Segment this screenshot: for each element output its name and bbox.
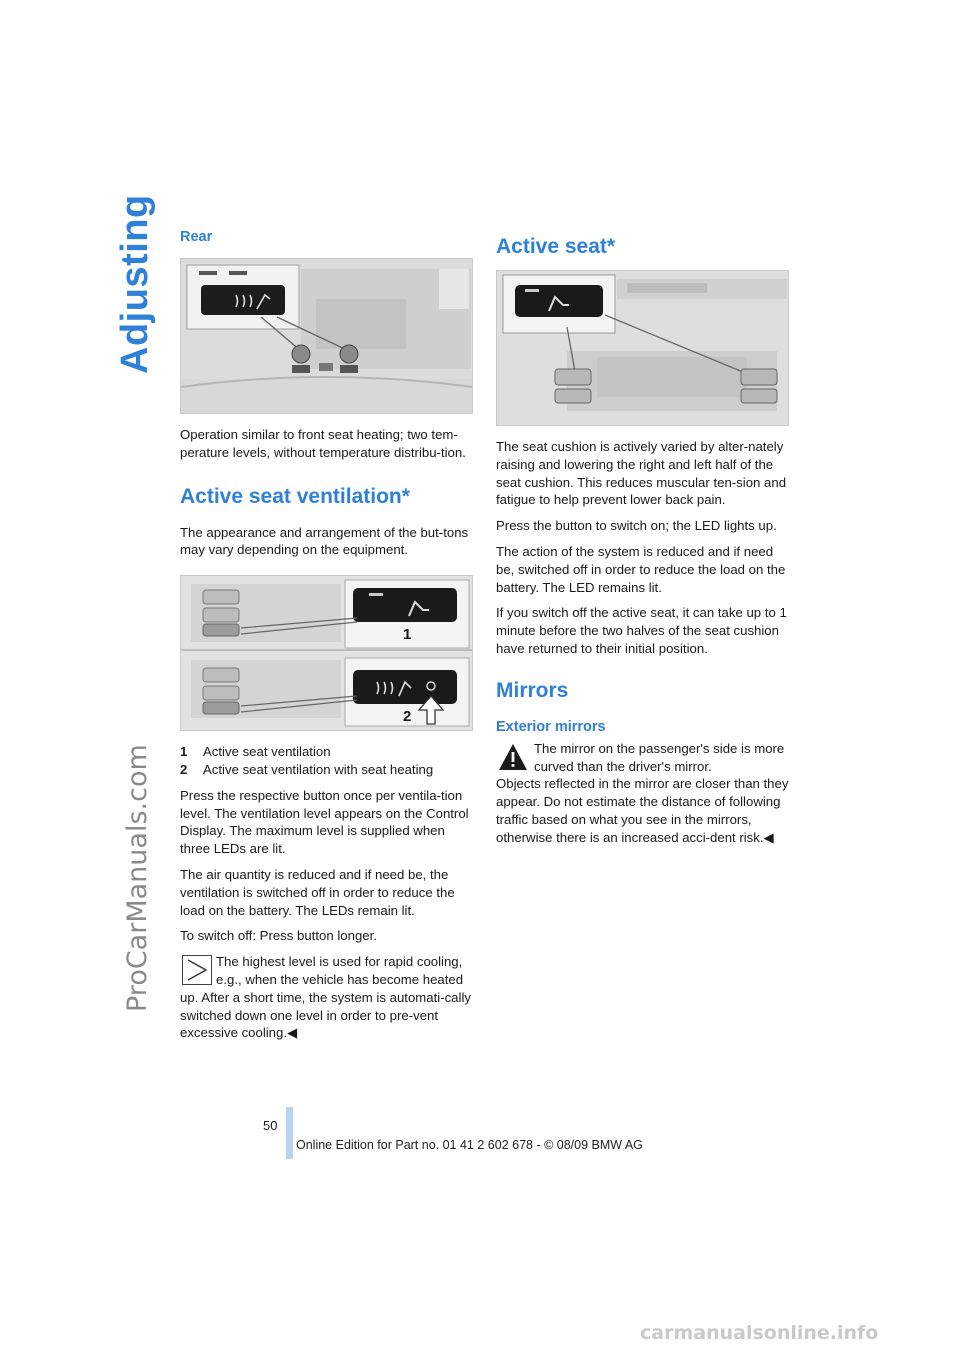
left-column [180, 228, 475, 1050]
active-seat-p4: If you switch off the active seat, it can take up to 1 minute before the two halves of the seat cushion have returned to their initial position. [496, 605, 787, 656]
active-seat-heading: Active seat* [496, 235, 616, 258]
ventilation-p1: Press the respective button once per ventila-tion level. The ventilation level appears on the Control Display. The maximum level is supplied when three LEDs are lit. [180, 787, 469, 857]
warning-triangle-icon [498, 742, 528, 772]
warning-rest-text: Objects reflected in the mirror are closer than they appear. Do not estimate the distance of following traffic based on what you see in the mirrors, otherwise there is an increased acci-dent risk.◀ [496, 776, 789, 845]
active-seat-p2: Press the button to switch on; the LED lights up. [496, 518, 777, 534]
list-item-text: Active seat ventilation with seat heating [203, 761, 434, 777]
mirrors-heading: Mirrors [496, 678, 569, 702]
list-item-number: 2 [180, 761, 188, 777]
footer-edition: Online Edition for Part no. 01 41 2 602 678 - © 08/09 BMW AG [296, 1138, 643, 1152]
note-arrow-icon [182, 955, 212, 985]
active-seat-p1: The seat cushion is actively varied by alter-nately raising and lowering the right and left half of the seat cushion. This reduces muscular ten-sion and fatigue to help prevent lower back pain. [496, 439, 787, 508]
figure-label-1: 1 [403, 626, 412, 644]
warning-block [496, 740, 791, 847]
list-item [180, 761, 475, 779]
list-item-text: Active seat ventilation [203, 744, 331, 760]
chapter-tab [108, 194, 156, 380]
active-seat-p3: The action of the system is reduced and if need be, switched off in order to reduce the load on the battery. The LED remains lit. [496, 543, 786, 595]
ventilation-intro: The appearance and arrangement of the but-tons may vary depending on the equipment. [180, 524, 469, 558]
ventilation-p3: To switch off: Press button longer. [180, 928, 377, 944]
page-number: 50 [263, 1118, 278, 1133]
watermark-vertical [120, 570, 154, 1020]
list-item [180, 743, 475, 761]
ventilation-p2: The air quantity is reduced and if need be, the ventilation is switched off in order to reduce the load on the battery. The LEDs remain lit. [180, 866, 455, 918]
ventilation-figure [180, 575, 473, 731]
ventilation-list [180, 743, 475, 779]
ventilation-heading: Active seat ventilation* [180, 484, 410, 508]
note-rest-text: up. After a short time, the system is automati-cally switched down one level in order to pre-vent excessive cooling.◀ [180, 989, 471, 1041]
exterior-mirrors-heading: Exterior mirrors [496, 718, 606, 735]
rear-heading: Rear [180, 229, 213, 245]
right-column [496, 228, 791, 855]
rear-seat-heating-figure [180, 258, 473, 414]
site-watermark: carmanualsonline.info [640, 1322, 879, 1344]
active-seat-figure [496, 270, 789, 426]
note-block [180, 953, 475, 1042]
watermark-text: ProCarManuals.com [122, 744, 153, 1012]
warning-first-text: The mirror on the passenger's side is more curved than the driver's mirror. [534, 740, 785, 774]
note-first-text: The highest level is used for rapid cooling, e.g., when the vehicle has become heated [216, 954, 464, 987]
chapter-title: Adjusting [114, 194, 156, 374]
footer-accent-bar [286, 1107, 293, 1159]
list-item-number: 1 [180, 744, 188, 760]
figure-label-2: 2 [403, 708, 412, 726]
rear-text: Operation similar to front seat heating; two tem-perature levels, without temperature distribu-tion. [180, 427, 466, 460]
